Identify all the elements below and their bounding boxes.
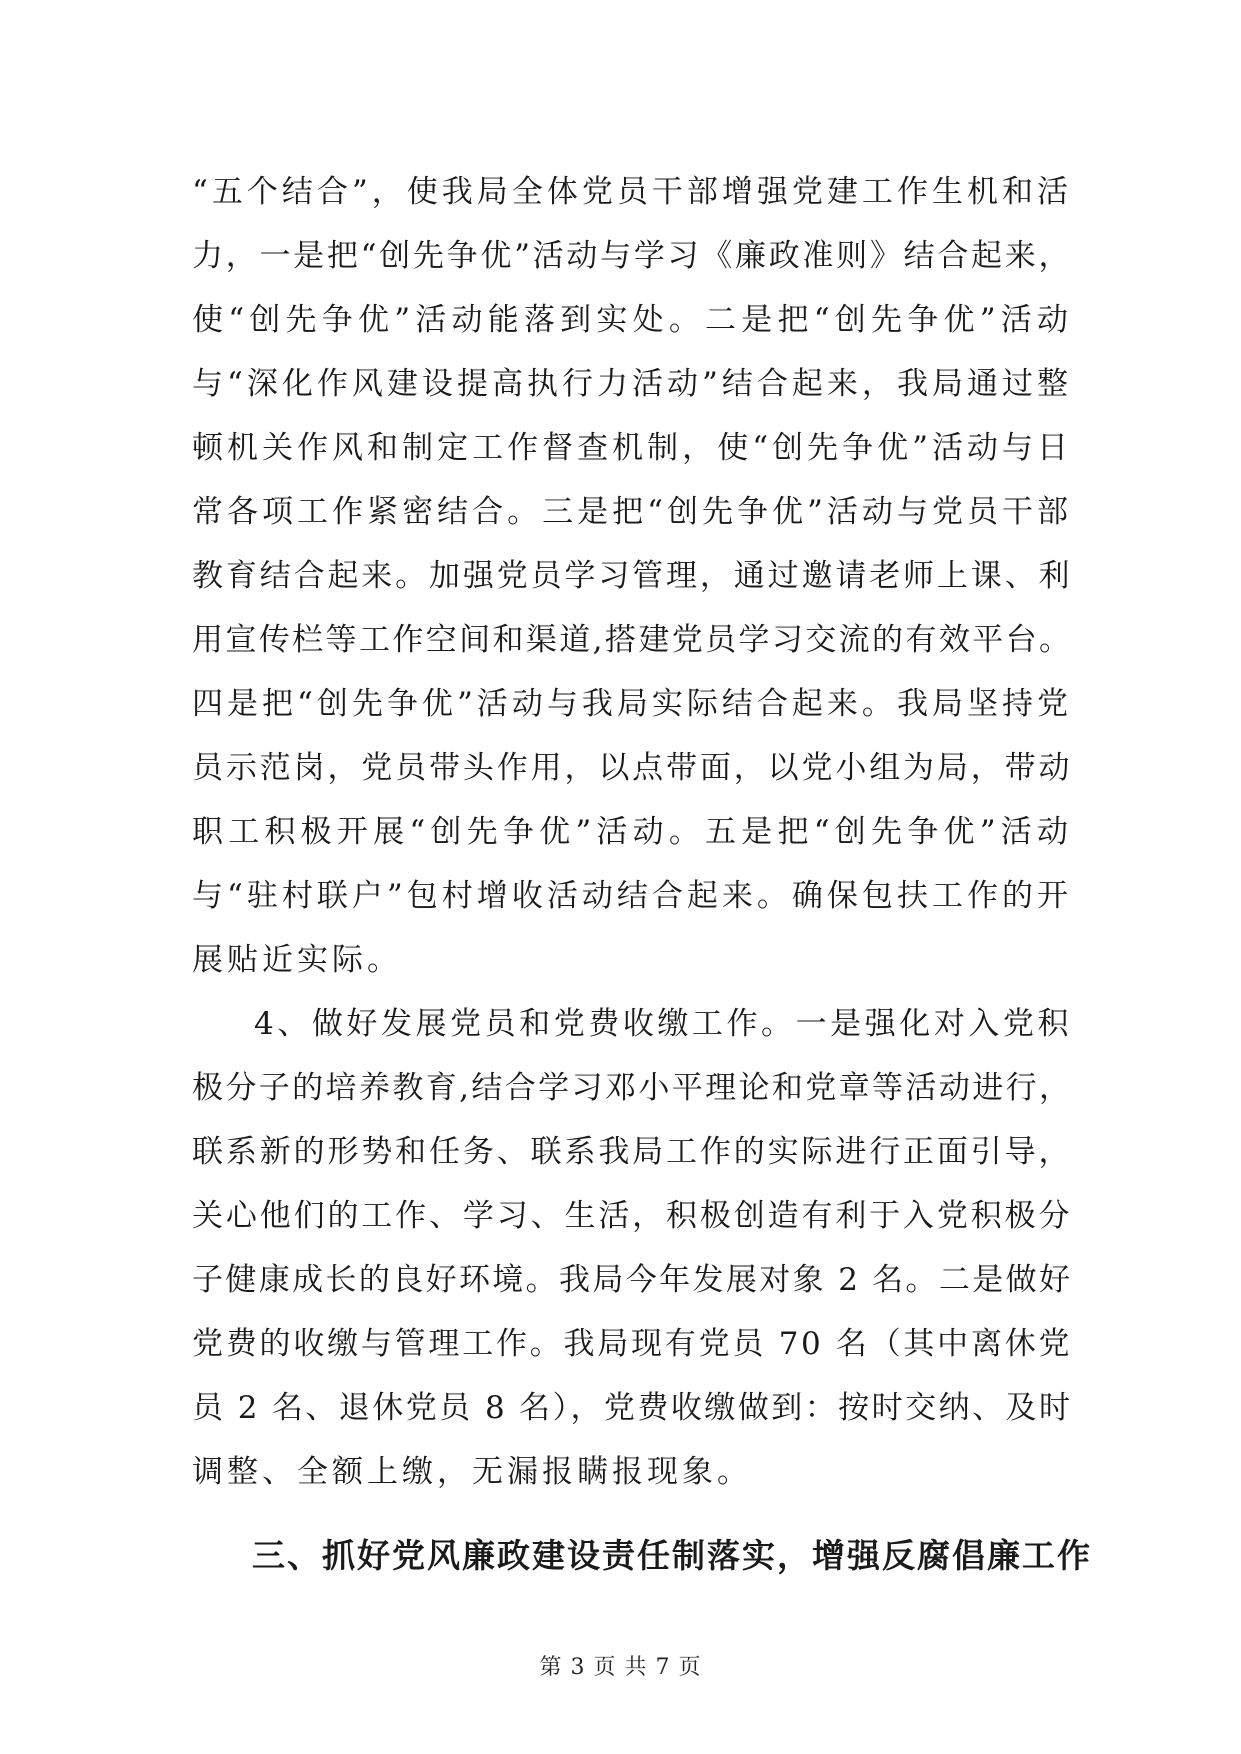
text-line: 调整、全额上缴，无漏报瞒报现象。 — [192, 1454, 752, 1490]
text-line: 职工积极开展“创先争优”活动。五是把“创先争优”活动 — [192, 814, 1072, 850]
text-line: “五个结合”，使我局全体党员干部增强党建工作生机和活 — [192, 174, 1072, 210]
text-line: 党费的收缴与管理工作。我局现有党员 70 名（其中离休党 — [192, 1326, 1072, 1362]
section-heading: 三、抓好党风廉政建设责任制落实，增强反腐倡廉工作 — [252, 1536, 1092, 1575]
text-line: 顿机关作风和制定工作督查机制，使“创先争优”活动与日 — [192, 430, 1072, 466]
paragraph-party-members-and-dues — [192, 992, 1072, 1504]
text-line: 四是把“创先争优”活动与我局实际结合起来。我局坚持党 — [192, 686, 1072, 722]
text-line: 联系新的形势和任务、联系我局工作的实际进行正面引导， — [192, 1134, 1072, 1170]
text-line: 4、做好发展党员和党费收缴工作。一是强化对入党积 — [254, 1006, 1072, 1042]
text-line: 用宣传栏等工作空间和渠道,搭建党员学习交流的有效平台。 — [192, 622, 1072, 658]
text-line: 展贴近实际。 — [192, 942, 402, 978]
text-line: 员 2 名、退休党员 8 名），党费收缴做到：按时交纳、及时 — [192, 1390, 1072, 1426]
text-line: 员示范岗，党员带头作用，以点带面，以党小组为局，带动 — [192, 750, 1072, 786]
text-line: 常各项工作紧密结合。三是把“创先争优”活动与党员干部 — [192, 494, 1072, 530]
text-line: 教育结合起来。加强党员学习管理，通过邀请老师上课、利 — [192, 558, 1072, 594]
text-line: 与“深化作风建设提高执行力活动”结合起来，我局通过整 — [192, 366, 1072, 402]
text-line: 子健康成长的良好环境。我局今年发展对象 2 名。二是做好 — [192, 1262, 1072, 1298]
text-line: 关心他们的工作、学习、生活，积极创造有利于入党积极分 — [192, 1198, 1072, 1234]
text-line: 力，一是把“创先争优”活动与学习《廉政准则》结合起来， — [192, 238, 1072, 274]
text-line: 极分子的培养教育,结合学习邓小平理论和党章等活动进行， — [192, 1070, 1072, 1106]
paragraph-five-combinations — [192, 160, 1072, 992]
text-line: 使“创先争优”活动能落到实处。二是把“创先争优”活动 — [192, 302, 1072, 338]
body-text — [192, 160, 1072, 1504]
page-footer: 第 3 页 共 7 页 — [539, 1655, 702, 1680]
text-line: 与“驻村联户”包村增收活动结合起来。确保包扶工作的开 — [192, 878, 1072, 914]
